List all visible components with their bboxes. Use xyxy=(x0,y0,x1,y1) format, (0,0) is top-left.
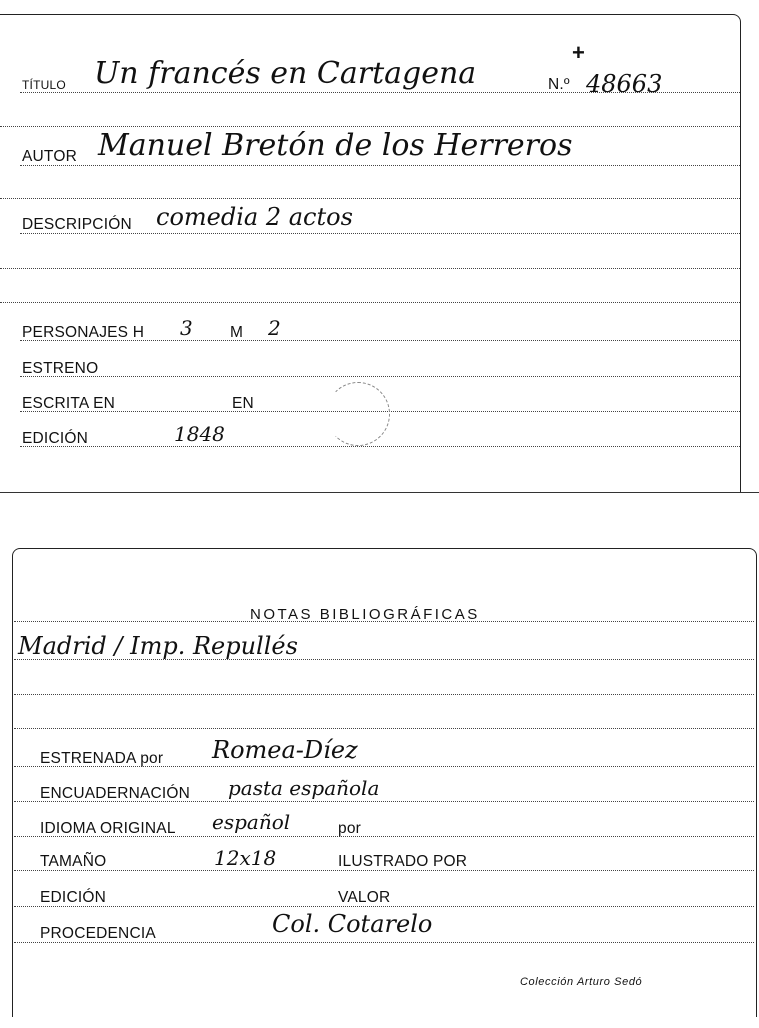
notas-value: Madrid / Imp. Repullés xyxy=(18,632,298,660)
titulo-label: TÍTULO xyxy=(22,78,66,92)
cross-mark: + xyxy=(572,40,585,65)
titulo-value: Un francés en Cartagena xyxy=(94,56,477,91)
escrita-en-label: ESCRITA EN xyxy=(22,395,116,412)
edicion-back-label: EDICIÓN xyxy=(40,889,106,906)
rule-estreno xyxy=(20,376,740,377)
numero-value: 48663 xyxy=(586,70,663,98)
rule-b1 xyxy=(14,659,754,660)
procedencia-label: PROCEDENCIA xyxy=(40,925,156,942)
faint-stamp-mark xyxy=(326,382,390,446)
rule-autor xyxy=(20,165,740,166)
procedencia-value: Col. Cotarelo xyxy=(272,910,433,938)
valor-label: VALOR xyxy=(338,889,391,906)
rule-b2 xyxy=(14,694,754,695)
edicion-value: 1848 xyxy=(174,422,225,446)
collection-label: Colección Arturo Sedó xyxy=(520,976,643,988)
personajes-m-label: M xyxy=(230,324,244,341)
card-divider xyxy=(0,492,759,493)
rule-b3 xyxy=(14,728,754,729)
personajes-label: PERSONAJES H xyxy=(22,324,145,341)
rule-4 xyxy=(0,302,740,303)
rule-1 xyxy=(0,126,740,127)
estrenada-label: ESTRENADA por xyxy=(40,750,164,767)
edicion-label: EDICIÓN xyxy=(22,430,88,447)
autor-value: Manuel Bretón de los Herreros xyxy=(98,128,573,163)
rule-2 xyxy=(0,198,740,199)
idioma-value: español xyxy=(212,810,291,834)
personajes-h-value: 3 xyxy=(180,316,193,340)
personajes-m-value: 2 xyxy=(268,316,281,340)
rule-3 xyxy=(0,268,740,269)
en-label: EN xyxy=(232,395,254,412)
encuadernacion-label: ENCUADERNACIÓN xyxy=(40,785,191,802)
descripcion-label: DESCRIPCIÓN xyxy=(22,216,132,233)
tamano-label: TAMAÑO xyxy=(40,853,107,870)
rule-edicion xyxy=(20,446,740,447)
idioma-label: IDIOMA ORIGINAL xyxy=(40,820,176,837)
por-label: por xyxy=(338,820,362,837)
numero-label: N.º xyxy=(548,76,570,93)
notas-title: NOTAS BIBLIOGRÁFICAS xyxy=(250,606,480,623)
encuadernacion-value: pasta española xyxy=(228,776,380,800)
descripcion-value: comedia 2 actos xyxy=(156,203,353,231)
autor-label: AUTOR xyxy=(22,148,77,165)
tamano-value: 12x18 xyxy=(214,846,277,870)
estreno-label: ESTRENO xyxy=(22,360,99,377)
estrenada-value: Romea-Díez xyxy=(212,736,358,764)
ilustrado-label: ILUSTRADO POR xyxy=(338,853,468,870)
